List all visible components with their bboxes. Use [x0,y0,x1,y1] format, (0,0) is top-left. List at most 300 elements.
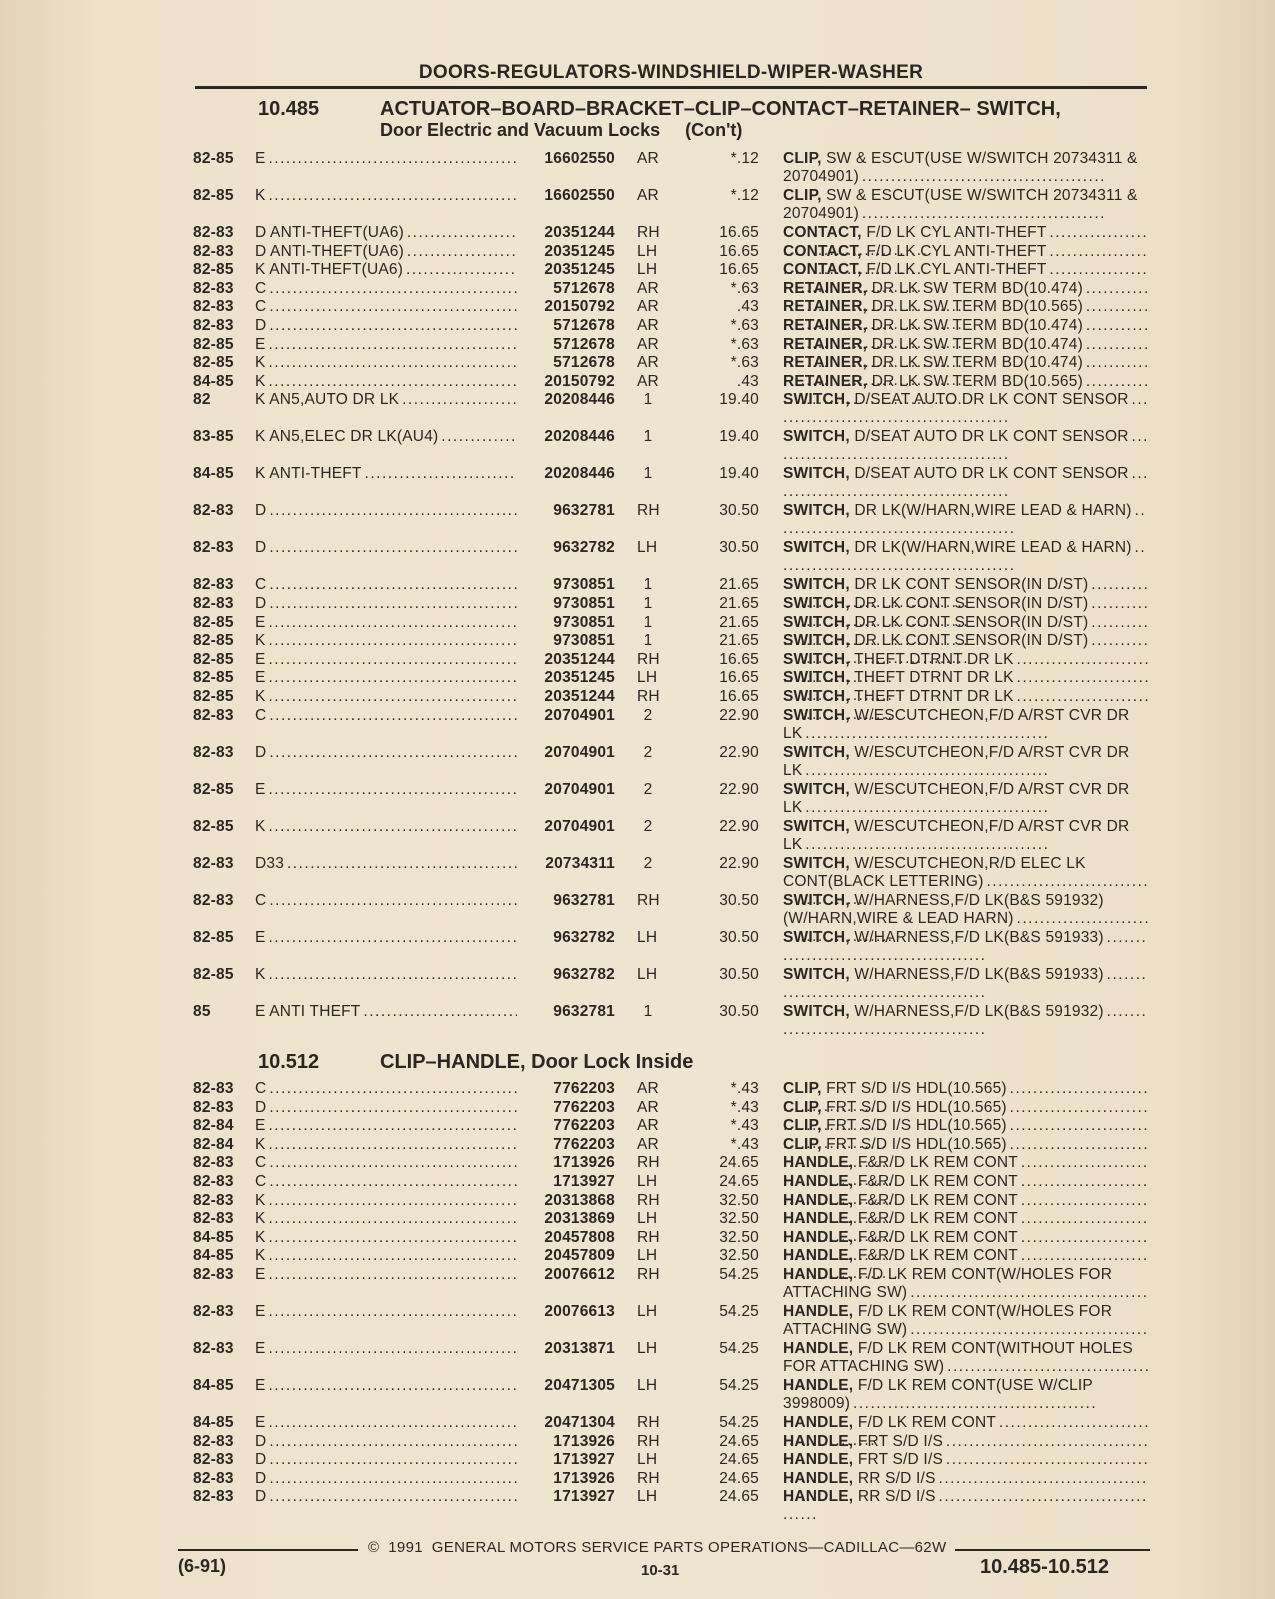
part-category: HANDLE, [783,1432,854,1450]
part-row [193,1099,1153,1118]
quantity: RH [637,1413,660,1431]
price: 21.65 [719,632,759,650]
model-code: C . . . [255,1154,517,1172]
part-category: SWITCH, [783,576,850,594]
part-row [193,1340,1153,1377]
quantity: 1 [643,465,653,483]
part-number: 9632781 [553,891,615,909]
model-year: 82-84 [193,1135,234,1153]
part-number: 20471305 [544,1376,615,1394]
part-number: 20150792 [544,298,615,316]
price: 32.50 [719,1228,759,1246]
part-row [193,150,1153,187]
quantity: AR [637,298,659,316]
part-description-text: FRT S/D I/S HDL(10.565) [826,1135,1007,1153]
part-description-text: W/ESCUTCHEON,F/D A/RST CVR DR LK [783,780,1130,816]
part-description [783,150,1148,186]
model-year: 83-85 [193,428,234,446]
price: 24.65 [719,1172,759,1190]
model-code: E . . . [255,651,517,669]
model-year: 82-83 [193,316,234,334]
part-number: 9632781 [553,502,615,520]
part-description-text: W/ESCUTCHEON,F/D A/RST CVR DR LK [783,743,1130,779]
model-year: 82-83 [193,576,234,594]
part-description [783,744,1148,780]
model-code: D . . . [255,744,517,762]
quantity: AR [637,1117,659,1135]
model-code: D . . . [255,595,517,613]
part-category: RETAINER, [783,354,868,372]
part-description-text: F/D LK REM CONT(USE W/CLIP 3998009) [783,1376,1093,1412]
price: 21.65 [719,594,759,612]
quantity: AR [637,279,659,297]
page-title: DOORS-REGULATORS-WINDSHIELD-WIPER-WASHER [418,62,924,83]
model-code: C . . . [255,707,517,725]
parts-list-10-485 [193,150,1153,1040]
model-code: C . . . [255,1173,517,1191]
part-category: SWITCH, [783,1002,850,1020]
part-description-text: F&R/D LK REM CONT [857,1210,1018,1228]
part-number: 9632781 [553,1002,615,1020]
quantity: AR [637,372,659,390]
part-description-text: F&R/D LK REM CONT [857,1172,1018,1190]
model-code: E . . . [255,669,517,687]
price: 16.65 [719,261,759,279]
part-category: CONTACT, [783,224,862,241]
part-number: 1713927 [553,1451,615,1469]
part-category: SWITCH, [783,594,850,612]
price: 24.65 [719,1469,759,1487]
part-description [783,391,1148,427]
part-number: 20457809 [544,1247,615,1265]
part-number: 9632782 [553,539,615,557]
price: 16.65 [719,669,759,687]
price: 16.65 [719,650,759,668]
part-category: HANDLE, [783,1154,854,1172]
section-heading-10-485 [258,98,1158,139]
part-category: HANDLE, [783,1265,854,1283]
part-description-text: FRT S/D I/S HDL(10.565) [826,1117,1007,1135]
part-row [193,614,1153,633]
model-year: 82-85 [193,780,234,798]
part-row [193,1303,1153,1340]
part-description-text: F&R/D LK REM CONT [857,1191,1018,1209]
model-year: 82-85 [193,650,234,668]
model-year: 82-83 [193,854,234,872]
part-category: CLIP, [783,150,822,167]
part-number: 5712678 [553,335,615,353]
model-year: 82-83 [193,1488,234,1506]
part-category: CLIP, [783,1117,822,1135]
part-category: SWITCH, [783,891,850,909]
model-year: 85 [193,1002,211,1020]
part-category: SWITCH, [783,817,850,835]
part-row [193,595,1153,614]
part-category: SWITCH, [783,965,850,983]
model-code: E . . . [255,929,517,947]
part-number: 20313869 [544,1210,615,1228]
part-number: 20704901 [544,780,615,798]
part-row [193,1192,1153,1211]
quantity: AR [637,316,659,334]
model-code: K . . . [255,1247,517,1265]
part-description-text: DR LK CONT SENSOR(IN D/ST) [854,594,1089,612]
price: .43 [736,372,759,390]
model-code: D ANTI-THEFT(UA6) . . . [255,224,517,242]
part-description-text: F&R/D LK REM CONT [857,1247,1018,1265]
part-row [193,502,1153,539]
model-year: 82-85 [193,354,234,372]
part-row [193,317,1153,336]
part-description [783,1488,1148,1524]
quantity: RH [637,1228,660,1246]
quantity: RH [637,687,660,705]
part-category: HANDLE, [783,1247,854,1265]
part-category: CLIP, [783,187,822,204]
section-number: 10.512 [258,1051,320,1073]
price: 32.50 [719,1247,759,1265]
part-description [783,966,1148,1002]
part-description-text: W/HARNESS,F/D LK(B&S 591932)(W/HARN,WIRE & LEAD HARN) [783,891,1104,927]
model-year: 82-83 [193,1451,234,1469]
quantity: 2 [643,780,653,798]
part-category: RETAINER, [783,316,868,334]
quantity: AR [637,187,659,204]
part-row [193,818,1153,855]
quantity: LH [637,1488,658,1506]
quantity: AR [637,1135,659,1153]
part-number: 20076613 [544,1302,615,1320]
model-year: 82-83 [193,1098,234,1116]
part-row [193,1266,1153,1303]
part-category: SWITCH, [783,502,850,520]
model-code: E . . . [255,1303,517,1321]
part-number: 20150792 [544,372,615,390]
price: 30.50 [719,928,759,946]
quantity: LH [637,242,658,260]
part-description-text: F&R/D LK REM CONT [857,1154,1018,1172]
model-year: 82-83 [193,891,234,909]
model-code: D . . . [255,1470,517,1488]
model-year: 82-83 [193,1210,234,1228]
quantity: RH [637,1154,660,1172]
part-row [193,1136,1153,1155]
part-number: 5712678 [553,279,615,297]
model-year: 82-83 [193,224,234,241]
part-number: 20208446 [544,391,615,409]
quantity: LH [637,1376,658,1394]
part-number: 1713926 [553,1469,615,1487]
part-description-text: SW & ESCUT(USE W/SWITCH 20734311 & 20704901) [783,187,1138,222]
part-category: SWITCH, [783,669,850,687]
part-category: CLIP, [783,1135,822,1153]
model-code: E . . . [255,781,517,799]
part-description [783,929,1148,965]
part-number: 9632782 [553,928,615,946]
price: 22.90 [719,706,759,724]
part-description-text: D/SEAT AUTO DR LK CONT SENSOR [854,428,1129,446]
quantity: RH [637,1469,660,1487]
part-category: SWITCH, [783,687,850,705]
part-category: RETAINER, [783,335,868,353]
part-number: 20471304 [544,1413,615,1431]
part-number: 20351244 [544,687,615,705]
part-number: 20313871 [544,1339,615,1357]
part-description-text: DR LK CONT SENSOR(IN D/ST) [854,576,1089,594]
price: *.63 [730,316,759,334]
price: *.63 [730,279,759,297]
model-code: D . . . [255,1451,517,1469]
part-description [783,187,1148,223]
part-number: 7762203 [553,1098,615,1116]
price: 24.65 [719,1154,759,1172]
footer-section-range: 10.485-10.512 [980,1556,1110,1578]
part-description-text: W/ESCUTCHEON,F/D A/RST CVR DR LK [783,817,1130,853]
price: 30.50 [719,965,759,983]
quantity: LH [637,1247,658,1265]
part-description-text: THEFT DTRNT DR LK [854,687,1014,705]
part-description [783,428,1148,464]
model-year: 82-85 [193,613,234,631]
price: 16.65 [719,224,759,241]
part-number: 1713927 [553,1488,615,1506]
part-row [193,1080,1153,1099]
model-code: K . . . [255,966,517,984]
model-code: K ANTI-THEFT(UA6) . . . [255,261,517,279]
part-description-text: F/D LK REM CONT(W/HOLES FOR ATTACHING SW) [783,1302,1113,1338]
model-code: E . . . [255,1377,517,1395]
quantity: RH [637,1265,660,1283]
model-code: E . . . [255,614,517,632]
quantity: 1 [643,391,653,409]
part-description-text: THEFT DTRNT DR LK [854,650,1014,668]
quantity: LH [637,928,658,946]
part-description-text: FRT S/D I/S HDL(10.565) [826,1080,1007,1097]
part-row [193,1414,1153,1433]
part-number: 1713927 [553,1172,615,1190]
part-row [193,280,1153,299]
part-description-text: W/HARNESS,F/D LK(B&S 591933) [854,965,1104,983]
part-number: 16602550 [544,150,615,167]
part-category: HANDLE, [783,1376,854,1394]
price: 30.50 [719,1002,759,1020]
model-year: 82-85 [193,965,234,983]
part-description-text: FRT S/D I/S [857,1451,943,1469]
model-code: K . . . [255,818,517,836]
model-code: D . . . [255,1488,517,1506]
model-code: K . . . [255,632,517,650]
model-code: E . . . [255,1414,517,1432]
model-year: 82-83 [193,1265,234,1283]
section-heading-10-512 [258,1051,1158,1074]
model-code: C . . . [255,892,517,910]
part-number: 9730851 [553,576,615,594]
part-category: RETAINER, [783,298,868,316]
part-row [193,1488,1153,1507]
quantity: RH [637,1191,660,1209]
part-description-text: F/D LK REM CONT [857,1413,997,1431]
part-row [193,688,1153,707]
price: *.12 [730,187,759,204]
quantity: 1 [643,632,653,650]
quantity: 1 [643,428,653,446]
price: 54.25 [719,1265,759,1283]
parts-list-10-512 [193,1080,1153,1507]
part-description [783,818,1148,854]
model-year: 84-85 [193,372,234,390]
part-row [193,224,1153,243]
model-code: K . . . [255,373,517,391]
part-category: CLIP, [783,1098,822,1116]
part-description-text: DR LK SW TERM BD(10.474) [871,335,1083,353]
part-description [783,539,1148,575]
model-code: E . . . [255,336,517,354]
model-code: E ANTI THEFT . . . [255,1003,517,1021]
part-description-text: F/D LK REM CONT(WITHOUT HOLES FOR ATTACHING SW) [783,1339,1133,1375]
footer-rule-left [178,1549,358,1551]
footer-copyright: © 1991 GENERAL MOTORS SERVICE PARTS OPERATIONS—CADILLAC—62W [368,1539,947,1556]
part-description-text: D/SEAT AUTO DR LK CONT SENSOR [854,465,1129,483]
part-description-text: FRT S/D I/S [857,1432,943,1450]
footer-rule-right [955,1549,1150,1551]
part-number: 9730851 [553,594,615,612]
price: 32.50 [719,1191,759,1209]
price: 22.90 [719,780,759,798]
part-category: SWITCH, [783,428,850,446]
part-row [193,707,1153,744]
part-category: HANDLE, [783,1172,854,1190]
model-code: K . . . [255,1192,517,1210]
part-row [193,744,1153,781]
footer-date-code: (6-91) [178,1556,227,1576]
section-number: 10.485 [258,98,320,120]
part-description-text: F/D LK REM CONT(W/HOLES FOR ATTACHING SW) [783,1265,1113,1301]
part-description-text: DR LK SW TERM BD(10.565) [871,298,1083,316]
model-year: 82-83 [193,743,234,761]
model-year: 82-83 [193,1432,234,1450]
model-year: 82-85 [193,150,234,167]
part-description-text: F/D LK CYL ANTI-THEFT [866,224,1047,241]
price: 54.25 [719,1376,759,1394]
model-year: 82-85 [193,632,234,650]
quantity: RH [637,650,660,668]
price: 24.65 [719,1488,759,1506]
part-description-text: DR LK CONT SENSOR(IN D/ST) [854,613,1089,631]
model-code: D . . . [255,317,517,335]
part-category: HANDLE, [783,1413,854,1431]
model-code: C . . . [255,280,517,298]
part-row [193,1003,1153,1040]
price: *.12 [730,150,759,167]
model-code: E . . . [255,1266,517,1284]
quantity: LH [637,1302,658,1320]
part-number: 16602550 [544,187,615,204]
model-code: D ANTI-THEFT(UA6) . . . [255,243,517,261]
quantity: LH [637,1210,658,1228]
model-year: 84-85 [193,465,234,483]
price: 30.50 [719,502,759,520]
part-number: 20704901 [544,817,615,835]
part-category: SWITCH, [783,743,850,761]
model-code: C . . . [255,576,517,594]
model-code: K AN5,AUTO DR LK . . . [255,391,517,409]
part-category: SWITCH, [783,465,850,483]
part-number: 1713926 [553,1154,615,1172]
model-code: E . . . [255,150,517,168]
model-year: 82-83 [193,1191,234,1209]
part-number: 20351244 [544,224,615,241]
section-subtitle: Door Electric and Vacuum Locks (Con't) [380,120,743,140]
part-row [193,336,1153,355]
price: 22.90 [719,743,759,761]
quantity: RH [637,891,660,909]
part-description-text: THEFT DTRNT DR LK [854,669,1014,687]
model-year: 84-85 [193,1228,234,1246]
part-category: HANDLE, [783,1191,854,1209]
part-description [783,502,1148,538]
part-number: 20704901 [544,743,615,761]
part-category: SWITCH, [783,613,850,631]
quantity: RH [637,1432,660,1450]
part-number: 7762203 [553,1135,615,1153]
part-row [193,1433,1153,1452]
part-description-text: DR LK CONT SENSOR(IN D/ST) [854,632,1089,650]
model-year: 84-85 [193,1413,234,1431]
price: *.43 [730,1117,759,1135]
model-code: D . . . [255,1433,517,1451]
part-row [193,187,1153,224]
part-category: CONTACT, [783,242,862,260]
model-year: 82-85 [193,261,234,279]
model-year: 82-85 [193,928,234,946]
model-year: 82-83 [193,298,234,316]
quantity: AR [637,150,659,167]
part-description-text: SW & ESCUT(USE W/SWITCH 20734311 & 20704901) [783,150,1138,185]
part-row [193,1247,1153,1266]
part-category: SWITCH, [783,706,850,724]
part-row [193,1229,1153,1248]
part-row [193,391,1153,428]
part-number: 20208446 [544,428,615,446]
quantity: AR [637,335,659,353]
part-row [193,632,1153,651]
price: 21.65 [719,576,759,594]
part-description-text: RR S/D I/S [857,1469,936,1487]
model-year: 82-83 [193,242,234,260]
part-category: SWITCH, [783,539,850,557]
part-row [193,1154,1153,1173]
part-description [783,1003,1148,1039]
part-row [193,1451,1153,1470]
part-number: 20313868 [544,1191,615,1209]
part-category: HANDLE, [783,1228,854,1246]
model-code: E . . . [255,1340,517,1358]
part-category: CLIP, [783,1080,822,1097]
quantity: LH [637,539,658,557]
part-description [783,707,1148,743]
part-category: CONTACT, [783,261,862,279]
price: 54.25 [719,1413,759,1431]
part-description-text: DR LK(W/HARN,WIRE LEAD & HARN) [854,539,1132,557]
part-category: SWITCH, [783,650,850,668]
model-year: 82-83 [193,1080,234,1097]
part-description-text: W/HARNESS,F/D LK(B&S 591932) [854,1002,1104,1020]
part-number: 20351244 [544,650,615,668]
model-code: C . . . [255,1080,517,1098]
model-code: K . . . [255,1229,517,1247]
model-code: D . . . [255,502,517,520]
quantity: LH [637,669,658,687]
